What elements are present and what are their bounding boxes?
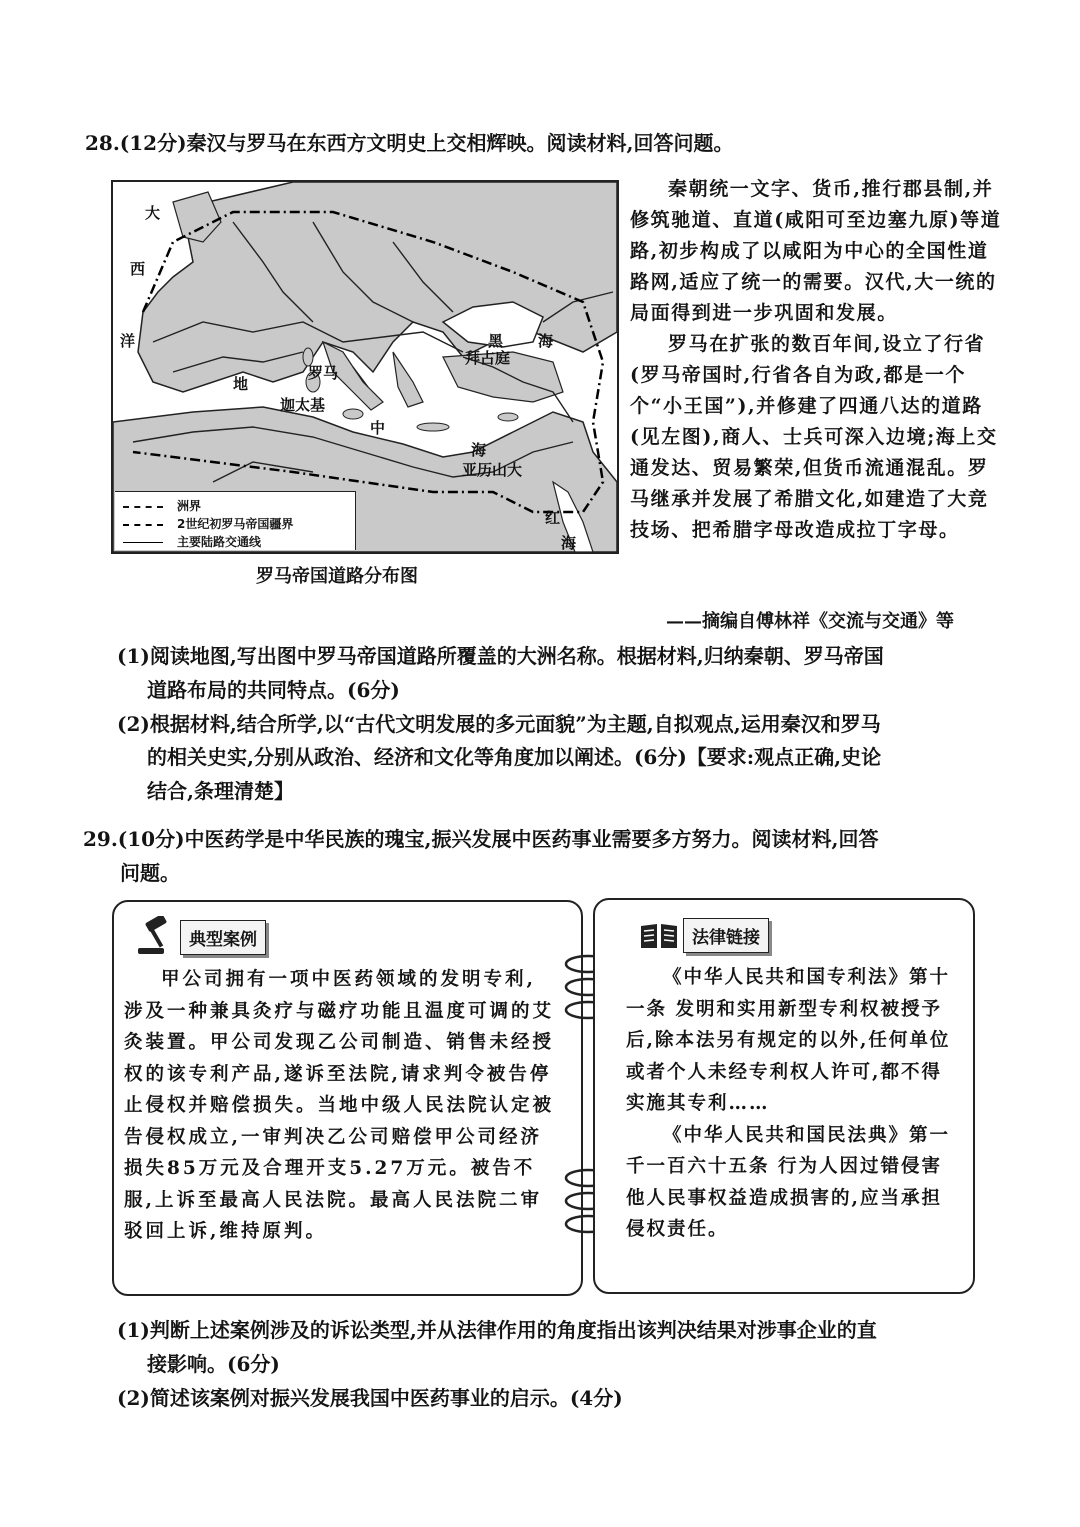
map-legend — [115, 491, 356, 550]
q28-sub2-line2: 的相关史实,分别从政治、经济和文化等角度加以阐述。(6分)【要求:观点正确,史论 — [147, 745, 882, 769]
case-text: 甲公司拥有一项中医药领域的发明专利,涉及一种兼具灸疗与磁疗功能且温度可调的艾灸装置。甲公司发现乙公司制造、销售未经授权的该专利产品,遂诉至法院,请求判令被告停止侵权并赔偿损失。当地中级人民法院认定被告侵权成立,一审判决乙公司赔偿甲公司经济损失85万元及合理开支5.27万元。被告不服,上诉至最高人民法院。最高人民法院二审驳回上诉,维持原判。 — [124, 969, 555, 1242]
map-label-atlantic-1: 大 — [145, 204, 161, 222]
q28-material — [630, 174, 1002, 546]
map-label-black-hei: 黑 — [488, 332, 504, 350]
legend-roads-label: 主要陆路交通线 — [177, 535, 262, 549]
q28-material-para2: 罗马在扩张的数百年间,设立了行省(罗马帝国时,行省各自为政,都是一个个“小王国”),并修建了四通八达的道路(见左图),商人、士兵可深入边境;海上交通发达、贸易繁荣,但货币流通混乱。罗马继承并发展了希腊文化,如建造了大竞技场、把希腊字母改造成拉丁字母。 — [630, 333, 998, 541]
legend-dashed-line — [123, 506, 163, 508]
map-label-black-hai: 海 — [538, 332, 554, 350]
law-text-1: 《中华人民共和国专利法》第十一条 发明和实用新型专利权被授予后,除本法另有规定的以外,任何单位或者个人未经专利权人许可,都不得实施其专利…… — [626, 967, 951, 1114]
law-text-2: 《中华人民共和国民法典》第一千一百六十五条 行为人因过错侵害他人民事权益造成损害的,应当承担侵权责任。 — [626, 1124, 951, 1240]
legend-empire-border — [123, 515, 293, 532]
q29-title-line1: 29.(10分)中医药学是中华民族的瑰宝,振兴发展中医药事业需要多方努力。阅读材料,回答 — [83, 827, 879, 851]
q29-title-line2: 问题。 — [120, 861, 180, 885]
case-card — [112, 900, 583, 1296]
map-label-carthage: 迦太基 — [280, 396, 326, 414]
roman-road-map — [111, 180, 619, 554]
q28-title: 28.(12分)秦汉与罗马在东西方文明史上交相辉映。阅读材料,回答问题。 — [85, 131, 734, 155]
q28-sub2-line1: (2)根据材料,结合所学,以“古代文明发展的多元面貌”为主题,自拟观点,运用秦汉和罗马 — [117, 712, 881, 736]
case-tag: 典型案例 — [180, 920, 266, 955]
map-label-red-hai: 海 — [561, 534, 577, 552]
legend-empire-border-label: 2世纪初罗马帝国疆界 — [177, 517, 294, 531]
map-caption: 罗马帝国道路分布图 — [256, 566, 418, 587]
map-label-atlantic-2: 西 — [130, 260, 146, 278]
legend-roads — [123, 533, 261, 550]
map-label-red-hong: 红 — [545, 509, 561, 527]
q28-sub1-line1: (1)阅读地图,写出图中罗马帝国道路所覆盖的大洲名称。根据材料,归纳秦朝、罗马帝国 — [117, 644, 884, 668]
legend-continent-border-label: 洲界 — [177, 499, 202, 513]
q29-sub2: (2)简述该案例对振兴发展我国中医药事业的启示。(4分) — [117, 1386, 623, 1410]
map-label-med-hai: 海 — [471, 441, 487, 459]
q28-source: ——摘编自傅林祥《交流与交通》等 — [666, 611, 954, 632]
q28-material-para1: 秦朝统一文字、货币,推行郡县制,并修筑驰道、直道(咸阳可至边塞九原)等道路,初步构成了以咸阳为中心的全国性道路网,适应了统一的需要。汉代,大一统的局面得到进一步巩固和发展。 — [630, 178, 1002, 324]
map-label-alexandria: 亚历山大 — [462, 461, 523, 479]
law-tag: 法律链接 — [683, 918, 769, 953]
gavel-icon — [136, 916, 180, 956]
q28-sub1-line2: 道路布局的共同特点。(6分) — [147, 678, 400, 702]
q29-sub1-line2: 接影响。(6分) — [147, 1352, 280, 1376]
law-text — [626, 962, 956, 1246]
map-label-byzantium: 拜占庭 — [465, 349, 511, 367]
law-card — [593, 898, 975, 1294]
map-label-rome: 罗马 — [308, 364, 339, 382]
legend-solid-line — [123, 542, 163, 543]
map-label-med-di: 地 — [233, 375, 249, 393]
legend-dashdot-line — [123, 524, 163, 526]
map-label-atlantic-3: 洋 — [120, 332, 136, 350]
map-label-med-zhong: 中 — [370, 419, 386, 437]
book-icon — [639, 922, 679, 950]
q29-sub1-line1: (1)判断上述案例涉及的诉讼类型,并从法律作用的角度指出该判决结果对涉事企业的直 — [117, 1318, 877, 1342]
q28-sub2-line3: 结合,条理清楚】 — [147, 779, 294, 803]
legend-continent-border — [123, 497, 201, 514]
